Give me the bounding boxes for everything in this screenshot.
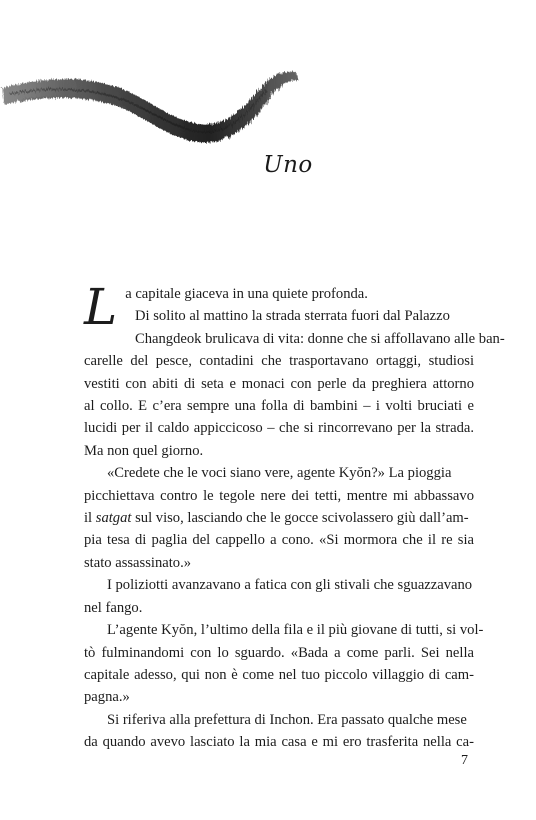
text-line: carelle del pesce, contadini che trasportavano ortaggi, studiosi: [84, 353, 474, 370]
text-line: L’agente Kyŏn, l’ultimo della fila e il più giovane di tutti, si vol-: [107, 622, 484, 639]
paragraph-2: [84, 305, 505, 462]
italic-term-satgat: satgat: [95, 510, 132, 527]
text-line: a capitale giaceva in una quiete profonda.: [125, 286, 368, 302]
chapter-title: Uno: [263, 152, 313, 178]
paragraph-4: [84, 574, 474, 619]
text-line: pia tesa di paglia del cappello a cono. «Si mormora che il re sia: [84, 532, 474, 549]
text-segment: sul viso, lasciando che le gocce scivolassero giù dall’am-: [131, 510, 469, 527]
text-line: tò fulminandomi con lo sguardo. «Bada a come parli. Sei nella: [84, 644, 474, 661]
text-line: Si riferiva alla prefettura di Inchon. Era passato qualche mese: [107, 711, 467, 728]
text-line: stato assassinato.»: [84, 554, 192, 571]
paragraph-6: [84, 709, 474, 754]
text-line: Di solito al mattino la strada sterrata fuori dal Palazzo: [135, 308, 450, 325]
text-line: vestiti con abiti di seta e monaci con perle da preghiera attorno: [84, 375, 474, 392]
text-line: da quando avevo lasciato la mia casa e mi ero trasferita nella ca-: [84, 734, 474, 751]
text-line: al collo. E c’era sempre una folla di bambini – i volti bruciati e: [84, 398, 474, 415]
text-line: [84, 507, 474, 529]
text-segment: il: [84, 510, 96, 527]
text-line: Ma non quel giorno.: [84, 442, 204, 459]
text-line: lucidi per il caldo appiccicoso – che si rincorrevano per la strada.: [84, 420, 474, 437]
brush-stroke-ornament: [0, 58, 300, 154]
paragraph-5: [84, 619, 484, 709]
paragraph-3: [84, 462, 474, 574]
page-number: 7: [461, 753, 468, 768]
text-line: nel fango.: [84, 599, 143, 616]
drop-cap: L: [84, 278, 118, 336]
text-line: «Credete che le voci siano vere, agente Kyŏn?» La pioggia: [107, 465, 452, 482]
text-line: picchiettava contro le tegole nere dei tetti, mentre mi abbassavo: [84, 487, 474, 504]
body-text: [84, 278, 505, 754]
text-line: Changdeok brulicava di vita: donne che si affollavano alle ban-: [135, 330, 505, 347]
text-line: I poliziotti avanzavano a fatica con gli stivali che sguazzavano: [107, 577, 473, 594]
text-line: capitale adesso, qui non è come nel tuo piccolo villaggio di cam-: [84, 666, 474, 683]
text-line: pagna.»: [84, 689, 130, 706]
